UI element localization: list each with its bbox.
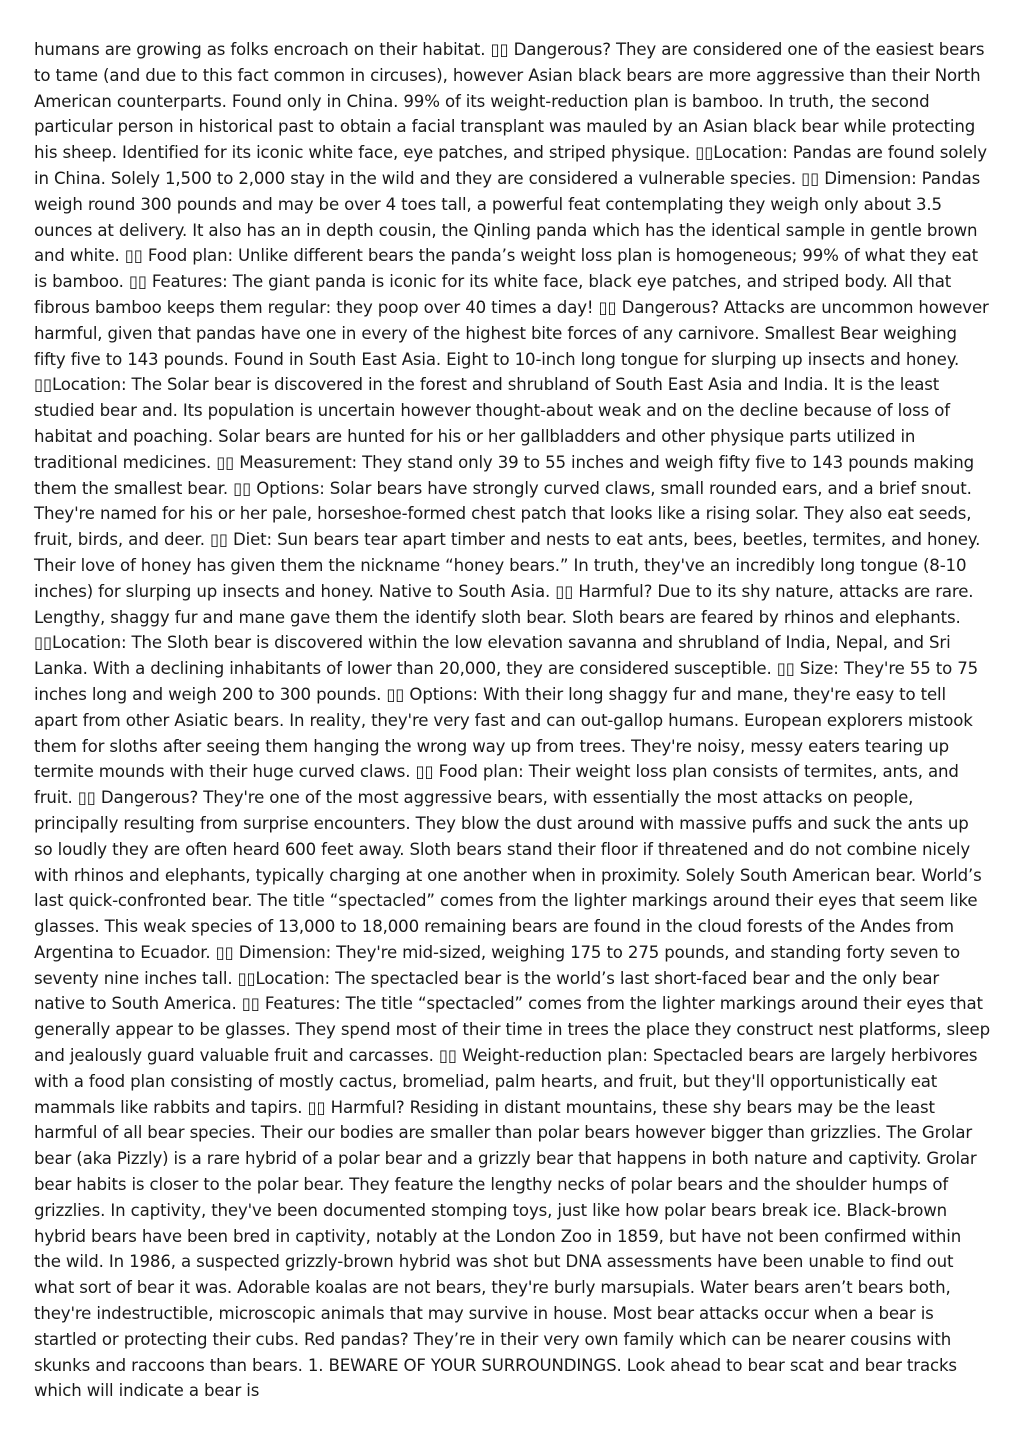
body-paragraph: humans are growing as folks encroach on their habitat. ▯▯ Dangerous? They are considered one of the easiest bears to tame (and due to this fact common in circuses), however Asian black bears are more aggressive than their North American counterparts. Found only in China. 99% of its weight-reduction plan is bamboo. In truth, the second particular person in historical past to obtain a facial transplant was mauled by an Asian black bear while protecting his sheep. Identified for its iconic white face, eye patches, and striped physique. ▯▯Location: Pandas are found solely in China. Solely 1,500 to 2,000 stay in the wild and they are considered a vulnerable species. ▯▯ Dimension: Pandas weigh round 300 pounds and may be over 4 toes tall, a powerful feat contemplating they weigh only about 3.5 ounces at delivery. It also has an in depth cousin, the Qinling panda which has the identical sample in gentle brown and white. ▯▯ Food plan: Unlike different bears the panda’s weight loss plan is homogeneous; 99% of what they eat is bamboo. ▯▯ Features: The giant panda is iconic for its white face, black eye patches, and striped body. All that fibrous bamboo keeps them regular: they poop over 40 times a day! ▯▯ Dangerous? Attacks are uncommon however harmful, given that pandas have one in every of the highest bite forces of any carnivore. Smallest Bear weighing fifty five to 143 pounds. Found in South East Asia. Eight to 10-inch long tongue for slurping up insects and honey. ▯▯Location: The Solar bear is discovered in the forest and shrubland of South East Asia and India. It is the least studied bear and. Its population is uncertain however thought-about weak and on the decline because of loss of habitat and poaching. Solar bears are hunted for his or her gallbladders and other physique parts utilized in traditional medicines. ▯▯ Measurement: They stand only 39 to 55 inches and weigh fifty five to 143 pounds making them the smallest bear. ▯▯ Options: Solar bears have strongly curved claws, small rounded ears, and a brief snout. They're named for his or her pale, horseshoe-formed chest patch that looks like a rising solar. They also eat seeds, fruit, birds, and deer. ▯▯ Diet: Sun bears tear apart timber and nests to eat ants, bees, beetles, termites, and honey. Their love of honey has given them the nickname “honey bears.” In truth, they've an incredibly long tongue (8-10 inches) for slurping up insects and honey. Native to South Asia. ▯▯ Harmful? Due to its shy nature, attacks are rare. Lengthy, shaggy fur and mane gave them the identify sloth bear. Sloth bears are feared by rhinos and elephants. ▯▯Location: The Sloth bear is discovered within the low elevation savanna and shrubland of India, Nepal, and Sri Lanka. With a declining inhabitants of lower than 20,000, they are considered susceptible. ▯▯ Size: They're 55 to 75 inches long and weigh 200 to 300 pounds. ▯▯ Options: With their long shaggy fur and mane, they're easy to tell apart from other Asiatic bears. In reality, they're very fast and can out-gallop humans. European explorers mistook them for sloths after seeing them hanging the wrong way up from trees. They're noisy, messy eaters tearing up termite mounds with their huge curved claws. ▯▯ Food plan: Their weight loss plan consists of termites, ants, and fruit. ▯▯ Dangerous? They're one of the most aggressive bears, with essentially the most attacks on people, principally resulting from surprise encounters. They blow the dust around with massive puffs and suck the ants up so loudly they are often heard 600 feet away. Sloth bears stand their floor if threatened and do not combine nicely with rhinos and elephants, typically charging at one another when in proximity. Solely South American bear. World’s last quick-confronted bear. The title “spectacled” comes from the lighter markings around their eyes that seem like glasses. This weak species of 13,000 to 18,000 remaining bears are found in the cloud forests of the Andes from Argentina to Ecuador. ▯▯ Dimension: They're mid-sized, weighing 175 to 275 pounds, and standing forty seven to seventy nine inches tall. ▯▯Location: The spectacled bear is the world’s last short-faced bear and the only bear native to South America. ▯▯ Features: The title “spectacled” comes from the lighter markings around their eyes that generally appear to be glasses. They spend most of their time in trees the place they construct nest platforms, sleep and jealously guard valuable fruit and carcasses. ▯▯ Weight-reduction plan: Spectacled bears are largely herbivores with a food plan consisting of mostly cactus, bromeliad, palm hearts, and fruit, but they'll opportunistically eat mammals like rabbits and tapirs. ▯▯ Harmful? Residing in distant mountains, these shy bears may be the least harmful of all bear species. Their our bodies are smaller than polar bears however bigger than grizzlies. The Grolar bear (aka Pizzly) is a rare hybrid of a polar bear and a grizzly bear that happens in both nature and captivity. Grolar bear habits is closer to the polar bear. They feature the lengthy necks of polar bears and the shoulder humps of grizzlies. In captivity, they've been documented stomping toys, just like how polar bears break ice. Black-brown hybrid bears have been bred in captivity, notably at the London Zoo in 1859, but have not been confirmed within the wild. In 1986, a suspected grizzly-brown hybrid was shot but DNA assessments have been unable to find out what sort of bear it was. Adorable koalas are not bears, they're burly marsupials. Water bears aren’t bears both, they're indestructible, microscopic animals that may survive in house. Most bear attacks occur when a bear is startled or protecting their cubs. Red pandas? They’re in their very own family which can be nearer cousins with skunks and raccoons than bears. 1. BEWARE OF YOUR SURROUNDINGS. Look ahead to bear scat and bear tracks which will indicate a bear is bbox=[34, 40, 990, 1401]
